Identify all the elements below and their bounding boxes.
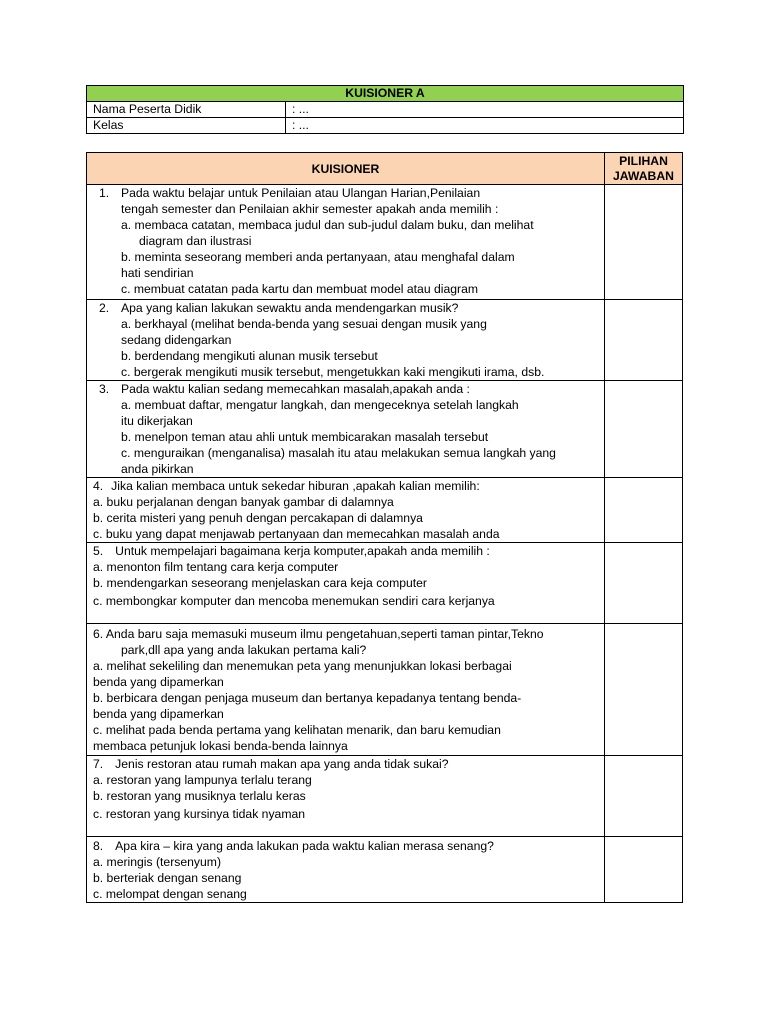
option-c: c. membongkar komputer dan mencoba menemukan sendiri cara kerjanya <box>93 594 495 608</box>
option-c: c. restoran yang kursinya tidak nyaman <box>93 807 306 821</box>
question-text: Jika kalian membaca untuk sekedar hiburan ,apakah kalian memilih: <box>111 479 480 493</box>
option-a-cont: benda yang dipamerkan <box>93 675 224 689</box>
option-c: c. buku yang dapat menjawab pertanyaan dan memecahkan masalah anda <box>93 527 500 541</box>
option-c: c. bergerak mengikuti musik tersebut, mengetukkan kaki mengikuti irama, dsb. <box>121 365 545 379</box>
question-6 <box>87 624 605 756</box>
table-header-row <box>87 153 683 185</box>
option-b: b. restoran yang musiknya terlalu keras <box>93 789 306 803</box>
option-c: c. melompat dengan senang <box>93 887 247 901</box>
option-c: c. melihat pada benda pertama yang kelihatan menarik, dan baru kemudian <box>93 723 501 737</box>
question-number: 5. <box>93 544 104 558</box>
question-5 <box>87 543 605 624</box>
column-header-answer-line2: JAWABAN <box>613 168 674 183</box>
option-a: a. berkhayal (melihat benda-benda yang sesuai dengan musik yang <box>121 317 487 331</box>
answer-cell-5[interactable] <box>605 543 683 624</box>
option-a: a. restoran yang lampunya terlalu terang <box>93 773 312 787</box>
option-b-cont: hati sendirian <box>121 266 194 280</box>
question-number: 2. <box>99 301 110 315</box>
question-2 <box>87 300 605 381</box>
question-number: 1. <box>99 186 110 200</box>
question-row-6 <box>87 624 683 756</box>
question-text: Untuk mempelajari bagaimana kerja komputer,apakah anda memilih : <box>115 544 490 558</box>
question-number: 3. <box>99 382 110 396</box>
option-b: b. berdendang mengikuti alunan musik tersebut <box>121 349 378 363</box>
option-b: b. berbicara dengan penjaga museum dan bertanya kepadanya tentang benda- <box>93 691 522 705</box>
question-number: 8. <box>93 839 104 853</box>
answer-cell-4[interactable] <box>605 478 683 543</box>
info-label-name: Nama Peserta Didik <box>87 102 286 118</box>
column-header-answer <box>605 153 683 185</box>
option-a: a. menonton film tentang cara kerja computer <box>93 560 339 574</box>
option-c: c. membuat catatan pada kartu dan membuat model atau diagram <box>121 282 479 296</box>
info-row-name <box>87 102 684 118</box>
questionnaire-table <box>86 152 683 903</box>
option-a-cont: diagram dan ilustrasi <box>139 234 252 248</box>
info-row-class <box>87 118 684 134</box>
option-b-cont: benda yang dipamerkan <box>93 707 224 721</box>
option-a-cont: itu dikerjakan <box>121 414 193 428</box>
question-row-2 <box>87 300 683 381</box>
header-table <box>86 85 684 134</box>
column-header-questions: KUISIONER <box>87 153 605 185</box>
option-a: a. buku perjalanan dengan banyak gambar di dalamnya <box>93 495 394 509</box>
answer-cell-7[interactable] <box>605 756 683 837</box>
question-row-5 <box>87 543 683 624</box>
option-c-cont: anda pikirkan <box>121 462 194 476</box>
question-number: 7. <box>93 757 104 771</box>
option-a-cont: sedang didengarkan <box>121 333 232 347</box>
document-title: KUISIONER A <box>87 86 684 102</box>
option-b: b. menelpon teman atau ahli untuk membicarakan masalah tersebut <box>121 430 489 444</box>
question-text: Apa kira – kira yang anda lakukan pada waktu kalian merasa senang? <box>115 839 494 853</box>
question-3 <box>87 381 605 478</box>
question-row-3 <box>87 381 683 478</box>
info-value-name[interactable]: : ... <box>286 102 684 118</box>
option-a: a. membaca catatan, membaca judul dan sub-judul dalam buku, dan melihat <box>121 218 534 232</box>
question-text: Pada waktu kalian sedang memecahkan masalah,apakah anda : <box>121 382 470 396</box>
question-row-7 <box>87 756 683 837</box>
option-a: a. membuat daftar, mengatur langkah, dan mengeceknya setelah langkah <box>121 398 519 412</box>
option-c: c. menguraikan (menganalisa) masalah itu atau melakukan semua langkah yang <box>121 446 556 460</box>
option-b: b. meminta seseorang memberi anda pertanyaan, atau menghafal dalam <box>121 250 515 264</box>
answer-cell-6[interactable] <box>605 624 683 756</box>
answer-cell-3[interactable] <box>605 381 683 478</box>
question-text: tengah semester dan Penilaian akhir semester apakah anda memilih : <box>121 202 499 216</box>
question-text: Apa yang kalian lakukan sewaktu anda mendengarkan musik? <box>121 301 459 315</box>
question-8 <box>87 837 605 903</box>
option-b: b. berteriak dengan senang <box>93 871 242 885</box>
option-b: b. cerita misteri yang penuh dengan percakapan di dalamnya <box>93 511 423 525</box>
question-text: Jenis restoran atau rumah makan apa yang anda tidak sukai? <box>115 757 449 771</box>
answer-cell-8[interactable] <box>605 837 683 903</box>
option-a: a. melihat sekeliling dan menemukan peta yang menunjukkan lokasi berbagai <box>93 659 512 673</box>
info-label-class: Kelas <box>87 118 286 134</box>
info-value-class[interactable]: : ... <box>286 118 684 134</box>
answer-cell-2[interactable] <box>605 300 683 381</box>
question-text: Anda baru saja memasuki museum ilmu pengetahuan,seperti taman pintar,Tekno <box>105 627 544 641</box>
question-1 <box>87 185 605 300</box>
question-text: Pada waktu belajar untuk Penilaian atau Ulangan Harian,Penilaian <box>121 186 481 200</box>
question-row-8 <box>87 837 683 903</box>
question-4 <box>87 478 605 543</box>
option-a: a. meringis (tersenyum) <box>93 855 222 869</box>
question-row-1 <box>87 185 683 300</box>
question-7 <box>87 756 605 837</box>
option-b: b. mendengarkan seseorang menjelaskan cara keja computer <box>93 576 427 590</box>
question-number: 6. <box>93 627 104 641</box>
question-number: 4. <box>93 479 104 493</box>
answer-cell-1[interactable] <box>605 185 683 300</box>
column-header-answer-line1: PILIHAN <box>619 153 668 168</box>
question-row-4 <box>87 478 683 543</box>
option-c-cont: membaca petunjuk lokasi benda-benda lainnya <box>93 739 348 753</box>
question-text: park,dll apa yang anda lakukan pertama kali? <box>121 643 367 657</box>
